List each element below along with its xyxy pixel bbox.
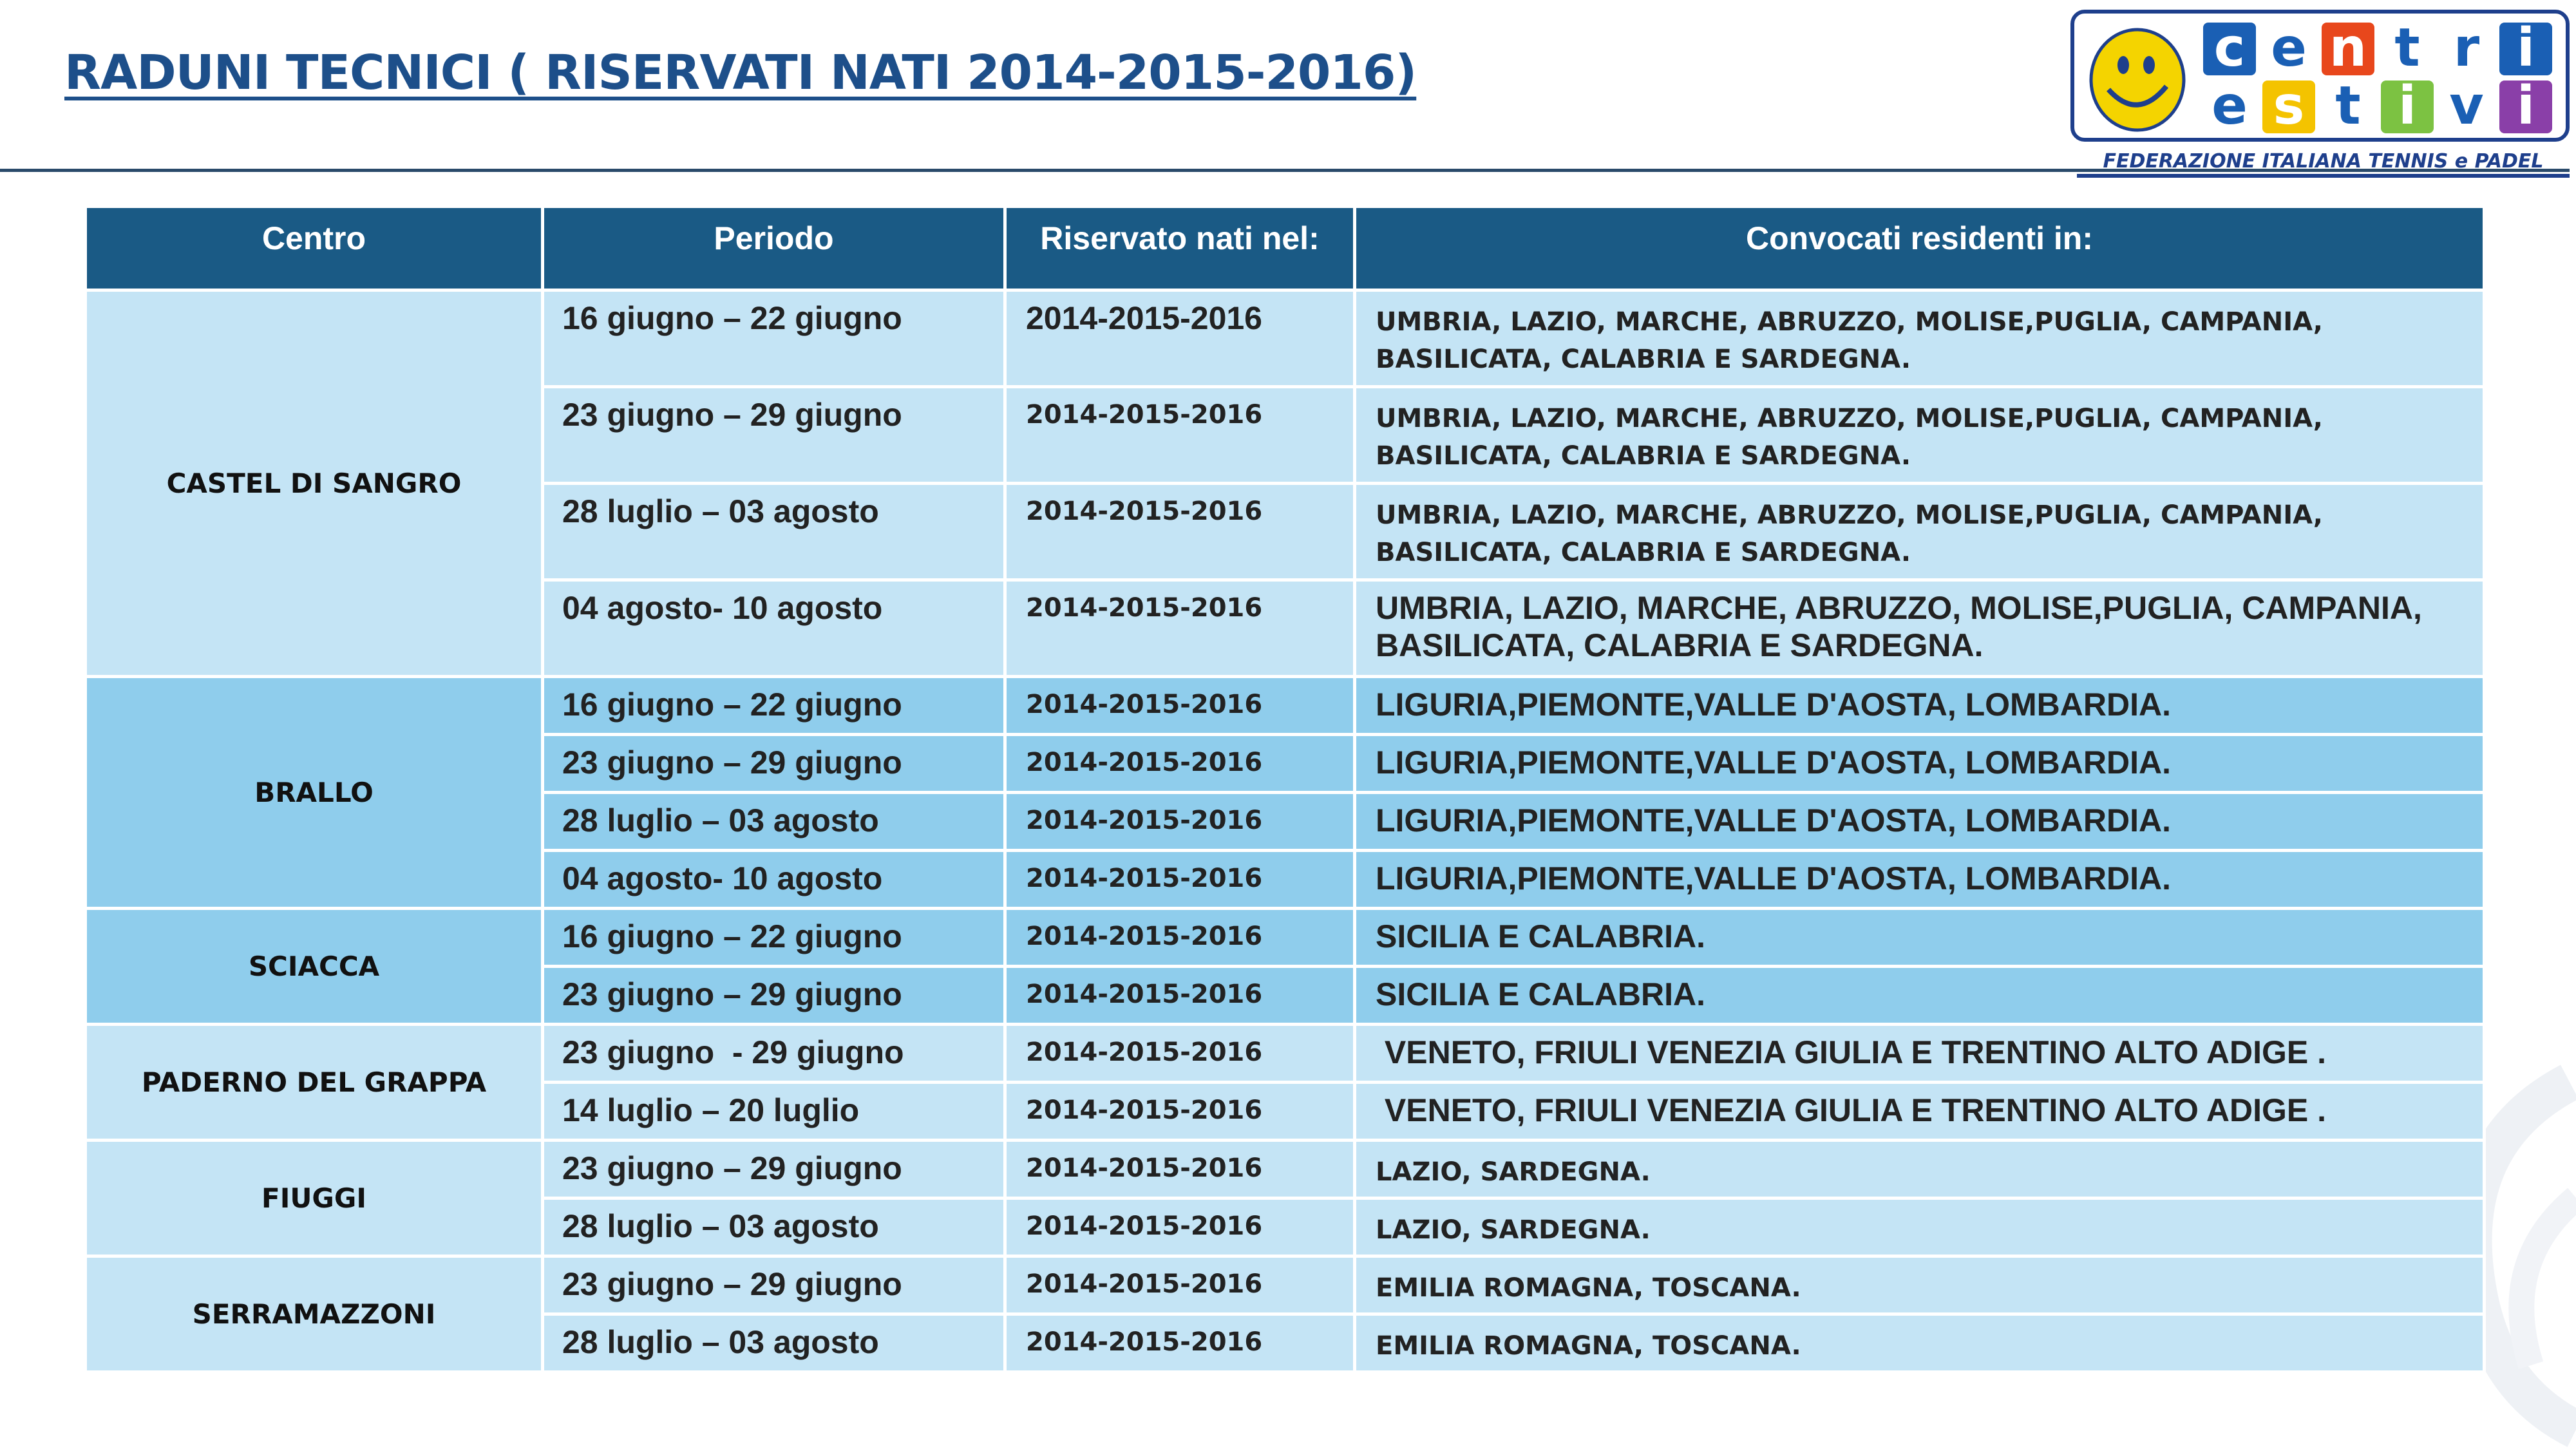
anni-cell: 2014-2015-2016: [1005, 735, 1355, 793]
table-row: [86, 677, 2485, 735]
residenti-cell: SICILIA E CALABRIA.: [1355, 909, 2485, 967]
periodo-cell: 23 giugno – 29 giugno: [543, 967, 1005, 1025]
periodo-cell: 04 agosto- 10 agosto: [543, 851, 1005, 909]
logo-letter: c: [2203, 23, 2256, 75]
residenti-cell: VENETO, FRIULI VENEZIA GIULIA E TRENTINO ALTO ADIGE .: [1355, 1025, 2485, 1083]
centro-castel-di-sangro: CASTEL DI SANGRO: [86, 290, 543, 677]
raduni-table: [84, 205, 2486, 1374]
centro-brallo: BRALLO: [86, 677, 543, 909]
anni-cell: 2014-2015-2016: [1005, 387, 1355, 484]
raduni-table-container: [84, 205, 2483, 1374]
anni-cell: 2014-2015-2016: [1005, 1141, 1355, 1198]
periodo-cell: 28 luglio – 03 agosto: [543, 793, 1005, 851]
periodo-cell: 28 luglio – 03 agosto: [543, 484, 1005, 580]
periodo-cell: 28 luglio – 03 agosto: [543, 1198, 1005, 1256]
residenti-cell: LIGURIA,PIEMONTE,VALLE D'AOSTA, LOMBARDIA.: [1355, 851, 2485, 909]
anni-cell: 2014-2015-2016: [1005, 1198, 1355, 1256]
header-convocati: Convocati residenti in:: [1355, 207, 2485, 290]
residenti-cell: SICILIA E CALABRIA.: [1355, 967, 2485, 1025]
anni-cell: 2014-2015-2016: [1005, 1025, 1355, 1083]
residenti-cell: LIGURIA,PIEMONTE,VALLE D'AOSTA, LOMBARDIA.: [1355, 793, 2485, 851]
anni-cell: 2014-2015-2016: [1005, 967, 1355, 1025]
logo-subtitle: FEDERAZIONE ITALIANA TENNIS e PADEL: [2077, 150, 2570, 178]
centro-fiuggi: FIUGGI: [86, 1141, 543, 1256]
logo-letter: t: [2381, 23, 2434, 75]
logo-frame: [2070, 10, 2570, 142]
periodo-cell: 14 luglio – 20 luglio: [543, 1083, 1005, 1141]
periodo-cell: 23 giugno – 29 giugno: [543, 387, 1005, 484]
logo-letter: n: [2322, 23, 2374, 75]
anni-cell: 2014-2015-2016: [1005, 1314, 1355, 1372]
anni-cell: 2014-2015-2016: [1005, 909, 1355, 967]
residenti-cell: UMBRIA, LAZIO, MARCHE, ABRUZZO, MOLISE,PUGLIA, CAMPANIA, BASILICATA, CALABRIA E SARDEGNA.: [1355, 290, 2485, 387]
logo-letter: v: [2440, 80, 2493, 133]
residenti-cell: UMBRIA, LAZIO, MARCHE, ABRUZZO, MOLISE,PUGLIA, CAMPANIA, BASILICATA, CALABRIA E SARDEGNA.: [1355, 580, 2485, 677]
residenti-cell: LAZIO, SARDEGNA.: [1355, 1141, 2485, 1198]
residenti-cell: UMBRIA, LAZIO, MARCHE, ABRUZZO, MOLISE,PUGLIA, CAMPANIA, BASILICATA, CALABRIA E SARDEGNA.: [1355, 484, 2485, 580]
anni-cell: 2014-2015-2016: [1005, 677, 1355, 735]
periodo-cell: 23 giugno – 29 giugno: [543, 1141, 1005, 1198]
periodo-cell: 04 agosto- 10 agosto: [543, 580, 1005, 677]
residenti-cell: LAZIO, SARDEGNA.: [1355, 1198, 2485, 1256]
residenti-cell: VENETO, FRIULI VENEZIA GIULIA E TRENTINO ALTO ADIGE .: [1355, 1083, 2485, 1141]
periodo-cell: 28 luglio – 03 agosto: [543, 1314, 1005, 1372]
table-row: [86, 1256, 2485, 1314]
periodo-cell: 23 giugno – 29 giugno: [543, 1256, 1005, 1314]
centro-paderno-del-grappa: PADERNO DEL GRAPPA: [86, 1025, 543, 1141]
residenti-cell: LIGURIA,PIEMONTE,VALLE D'AOSTA, LOMBARDIA.: [1355, 735, 2485, 793]
anni-cell: 2014-2015-2016: [1005, 793, 1355, 851]
centro-serramazzoni: SERRAMAZZONI: [86, 1256, 543, 1372]
logo-letter: e: [2262, 23, 2315, 75]
table-header-row: [86, 207, 2485, 290]
anni-cell: 2014-2015-2016: [1005, 851, 1355, 909]
periodo-cell: 16 giugno – 22 giugno: [543, 909, 1005, 967]
smiley-tennis-ball-icon: [2086, 25, 2189, 135]
anni-cell: 2014-2015-2016: [1005, 290, 1355, 387]
table-row: [86, 1141, 2485, 1198]
residenti-cell: LIGURIA,PIEMONTE,VALLE D'AOSTA, LOMBARDIA.: [1355, 677, 2485, 735]
page-title: RADUNI TECNICI ( RISERVATI NATI 2014-2015-2016): [64, 45, 1417, 100]
header-centro: Centro: [86, 207, 543, 290]
residenti-cell: EMILIA ROMAGNA, TOSCANA.: [1355, 1314, 2485, 1372]
periodo-cell: 23 giugno - 29 giugno: [543, 1025, 1005, 1083]
table-row: [86, 909, 2485, 967]
residenti-cell: UMBRIA, LAZIO, MARCHE, ABRUZZO, MOLISE,PUGLIA, CAMPANIA, BASILICATA, CALABRIA E SARDEGNA.: [1355, 387, 2485, 484]
periodo-cell: 16 giugno – 22 giugno: [543, 677, 1005, 735]
header-riservato: Riservato nati nel:: [1005, 207, 1355, 290]
logo-letter: s: [2262, 80, 2315, 133]
anni-cell: 2014-2015-2016: [1005, 1083, 1355, 1141]
logo-letter: r: [2440, 23, 2493, 75]
anni-cell: 2014-2015-2016: [1005, 484, 1355, 580]
anni-cell: 2014-2015-2016: [1005, 1256, 1355, 1314]
logo-letter: i: [2499, 80, 2552, 133]
logo-letter: i: [2381, 80, 2434, 133]
logo-letter: e: [2203, 80, 2256, 133]
residenti-cell: EMILIA ROMAGNA, TOSCANA.: [1355, 1256, 2485, 1314]
anni-cell: 2014-2015-2016: [1005, 580, 1355, 677]
table-row: [86, 290, 2485, 387]
centro-sciacca: SCIACCA: [86, 909, 543, 1025]
centri-estivi-logo: [2070, 10, 2570, 177]
header-periodo: Periodo: [543, 207, 1005, 290]
periodo-cell: 23 giugno – 29 giugno: [543, 735, 1005, 793]
logo-letter: i: [2499, 23, 2552, 75]
periodo-cell: 16 giugno – 22 giugno: [543, 290, 1005, 387]
logo-letter: t: [2322, 80, 2374, 133]
table-row: [86, 1025, 2485, 1083]
